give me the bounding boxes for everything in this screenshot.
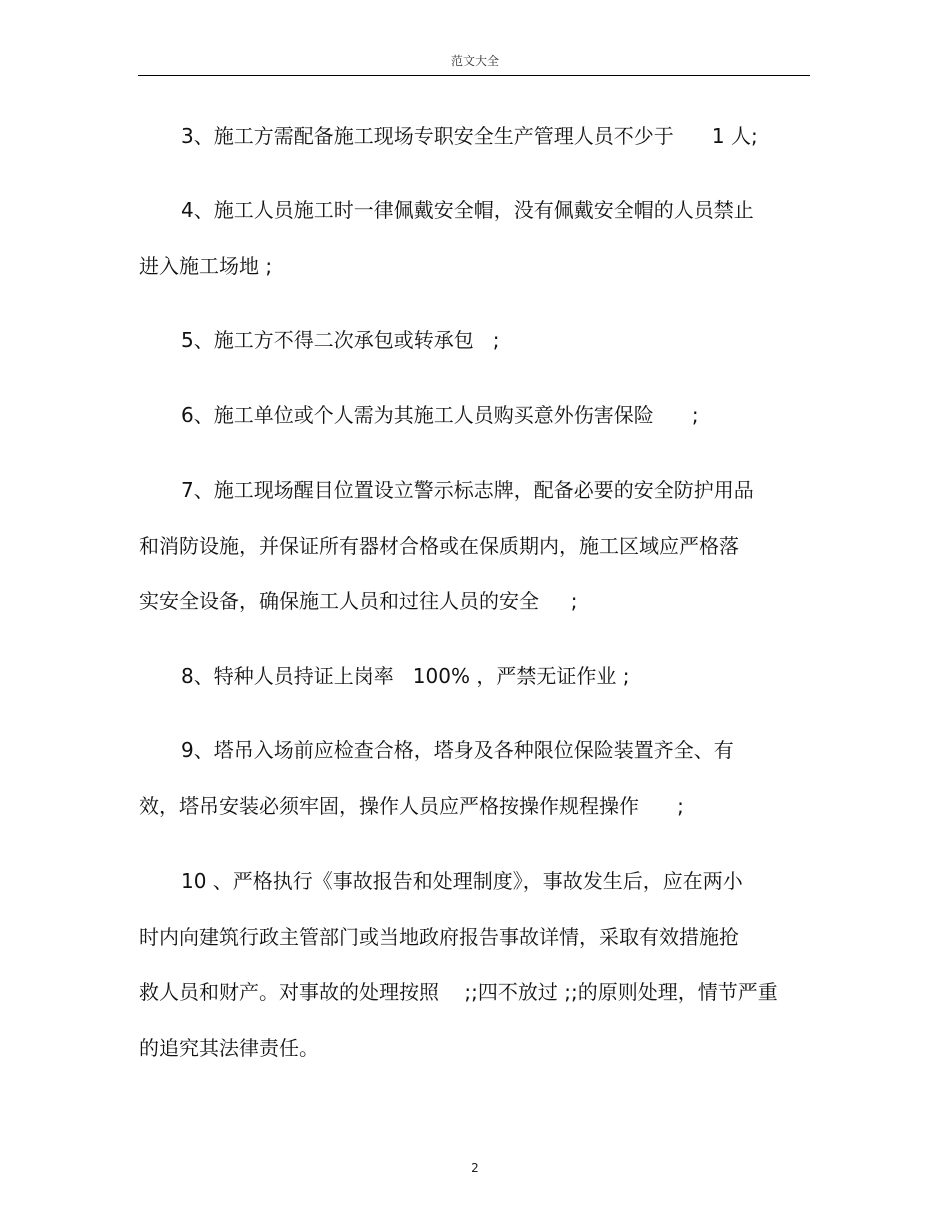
- paragraph-9-line-2: 效，塔吊安装必须牢固，操作人员应严格按操作规程操作 ;: [139, 794, 684, 818]
- paragraph-4-line-1: 4、施工人员施工时一律佩戴安全帽，没有佩戴安全帽的人员禁止: [181, 198, 754, 222]
- header-divider: [138, 75, 810, 76]
- paragraph-7-line-3: 实安全设备，确保施工人员和过往人员的安全 ;: [139, 589, 578, 613]
- page-number: 2: [471, 1161, 479, 1175]
- paragraph-8-line-1: 8、特种人员持证上岗率 100% ，严禁无证作业 ;: [181, 664, 630, 688]
- paragraph-7-line-2: 和消防设施，并保证所有器材合格或在保质期内，施工区域应严格落: [139, 534, 739, 558]
- paragraph-3-line-1: 3、施工方需配备施工现场专职安全生产管理人员不少于 1 人;: [181, 124, 758, 148]
- page-header-title: 范文大全: [450, 54, 499, 68]
- paragraph-10-line-4: 的追究其法律责任。: [139, 1036, 319, 1060]
- paragraph-5-line-1: 5、施工方不得二次承包或转承包 ;: [181, 328, 500, 352]
- paragraph-6-line-1: 6、施工单位或个人需为其施工人员购买意外伤害保险 ;: [181, 403, 699, 427]
- paragraph-9-line-1: 9、塔吊入场前应检查合格，塔身及各种限位保险装置齐全、有: [181, 738, 734, 762]
- paragraph-10-line-1: 10 、严格执行《事故报告和处理制度》，事故发生后，应在两小: [181, 869, 743, 893]
- paragraph-7-line-1: 7、施工现场醒目位置设立警示标志牌，配备必要的安全防护用品: [181, 478, 754, 502]
- paragraph-10-line-2: 时内向建筑行政主管部门或当地政府报告事故详情，采取有效措施抢: [139, 925, 739, 949]
- paragraph-4-line-2: 进入施工场地 ;: [139, 254, 273, 278]
- paragraph-10-line-3: 救人员和财产。对事故的处理按照 ;;四不放过 ;;的原则处理，情节严重: [139, 980, 778, 1004]
